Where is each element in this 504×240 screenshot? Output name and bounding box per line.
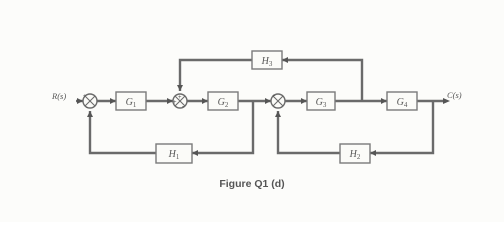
arrowhead-into-g1 [110,98,116,104]
block-g4-sub: 4 [403,101,408,109]
block-top-feedback-h [252,51,282,69]
block-g3 [307,92,335,110]
wire-top-feedback-return [180,60,252,91]
block-h1 [156,144,192,163]
block-h1-base: H [168,149,176,160]
sum2-input-sign: + [173,100,177,106]
arrowhead-into-sum3-bottom [275,111,281,117]
arrowhead-into-h1 [192,150,198,156]
wire-h2-feedback-return [278,111,340,153]
arrowhead-into-h2 [370,150,376,156]
block-h2-sub: 2 [356,153,361,161]
block-g2-sub: 2 [224,101,229,109]
figure-caption: Figure Q1 (d) [219,178,285,190]
block-g4-base: G [396,97,404,108]
block-top-h-base: H [261,56,269,67]
arrowhead-into-top-h [282,57,288,63]
block-g1 [116,92,146,110]
arrowhead-into-g2 [202,98,208,104]
block-g3-base: G [315,97,323,108]
sum2-extra-sign: - [182,104,184,110]
wire-h1-feedback-return [90,111,156,153]
block-g2 [208,92,238,110]
block-g1-base: G [125,97,133,108]
block-h2 [340,144,370,163]
sum2-top-sign: + [178,95,182,101]
arrowhead-into-g3 [301,98,307,104]
input-label: R(s) [52,91,67,101]
arrowhead-into-sum1-bottom [87,111,93,117]
arrowhead-into-sum2-top [177,85,183,91]
sum1-feedback-sign: - [86,105,88,111]
block-g4 [387,92,417,110]
block-top-h-sub: 3 [268,60,273,68]
block-g1-sub: 1 [132,101,137,109]
block-h1-sub: 1 [175,153,180,161]
output-label: C(s) [447,90,462,100]
sum3-input-sign: + [272,94,276,100]
block-g2-base: G [217,97,225,108]
block-g3-sub: 3 [322,101,327,109]
block-h2-base: H [349,149,357,160]
sum3-feedback-sign: - [274,105,276,111]
arrowhead-into-sum3 [265,98,271,104]
sum1-input-sign: + [83,94,87,100]
arrowhead-into-g4 [381,98,387,104]
